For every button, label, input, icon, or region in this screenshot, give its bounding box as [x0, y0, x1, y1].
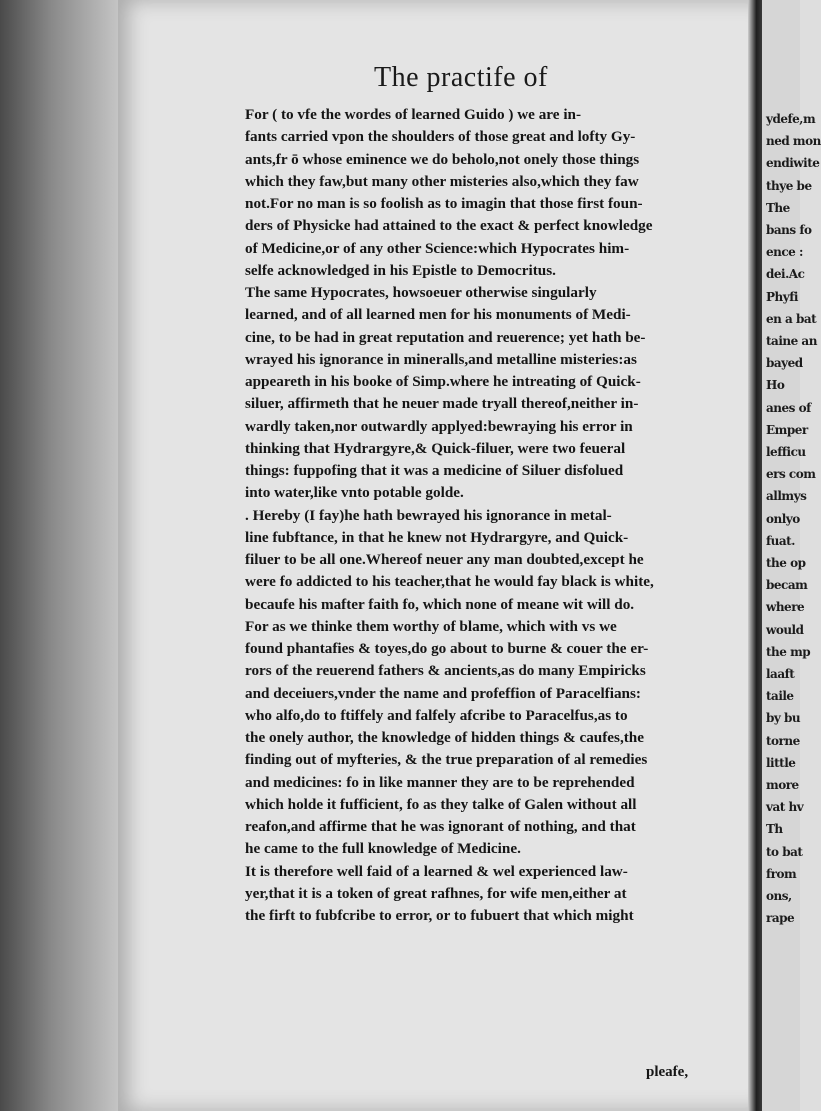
facing-page-fragment: rape — [766, 911, 795, 926]
text-line: For ( to vfe the wordes of learned Guido ) we are in- — [245, 106, 582, 123]
text-line: fants carried vpon the shoulders of those great and lofty Gy- — [245, 128, 636, 146]
text-line: wardly taken,nor outwardly applyed:bewraying his error in — [245, 417, 633, 435]
facing-page-fragment: allmys — [766, 489, 807, 504]
text-line: were fo addicted to his teacher,that he would fay black is white, — [245, 573, 654, 591]
facing-page-fragment: vat hv — [766, 800, 804, 815]
facing-page-fragment: little — [766, 755, 796, 770]
facing-page-fragment: Phyfi — [766, 289, 798, 304]
book-gutter — [748, 0, 762, 1111]
text-line: reafon,and affirme that he was ignorant of nothing, and that — [245, 818, 636, 835]
facing-page-fragment: ons, — [766, 889, 792, 903]
facing-page-fragment: bayed — [766, 356, 803, 371]
running-header: The practife of — [374, 62, 548, 93]
text-line: which they faw,but many other misteries also,which they faw — [245, 172, 639, 190]
facing-page-fragment: ydefe,m — [766, 112, 816, 126]
facing-page-fragment: Emper — [766, 422, 808, 437]
text-line: the onely author, the knowledge of hidden things & caufes,the — [245, 729, 644, 746]
text-line: ants,fr ō whose eminence we do beholo,not onely those things — [245, 150, 640, 168]
text-line: the firft to fubfcribe to error, or to fubuert that which might — [245, 907, 634, 924]
facing-page-fragment: to bat — [766, 844, 803, 859]
facing-page-fragment: by bu — [766, 711, 801, 726]
facing-page-fragment: ers com — [766, 467, 816, 482]
text-line: thinking that Hydrargyre,& Quick-filuer, were two feueral — [245, 439, 626, 457]
facing-page-fragment: torne — [766, 733, 800, 748]
text-line: wrayed his ignorance in mineralls,and metalline misteries:as — [245, 350, 637, 368]
facing-page-fragment: lefficu — [766, 445, 806, 459]
facing-page-fragment: the mp — [766, 644, 811, 659]
facing-page-fragment: becam — [766, 578, 808, 593]
facing-page-fragment: ned mon — [766, 134, 821, 149]
facing-page-fragment: fuat. — [766, 533, 795, 548]
text-line: The same Hypocrates, howsoeuer otherwise singularly — [245, 284, 597, 301]
facing-page-fragment: thye be — [766, 178, 812, 193]
text-line: and medicines: fo in like manner they are to be reprehended — [245, 773, 635, 791]
facing-page-fragment: taine an — [766, 334, 817, 348]
text-line: into water,like vnto potable golde. — [245, 484, 464, 502]
text-line: selfe acknowledged in his Epistle to Democritus. — [245, 261, 556, 279]
facing-page-fragment: more — [766, 778, 799, 792]
text-line: things: fuppofing that it was a medicine of Siluer disfolued — [245, 462, 624, 479]
facing-page-fragment: ence : — [766, 245, 803, 260]
book-edge-shadow — [0, 0, 130, 1111]
text-line: rors of the reuerend fathers & ancients,as do many Empiricks — [245, 662, 646, 680]
facing-page-fragment: the op — [766, 556, 806, 570]
facing-page-fragment: en a bat — [766, 311, 817, 326]
facing-page-fragment: where — [766, 600, 805, 615]
facing-page-fragment: onlyo — [766, 511, 800, 526]
facing-page-fragment: The — [766, 200, 790, 215]
text-line: ders of Physicke had attained to the exact & perfect knowledge — [245, 217, 653, 235]
text-line: filuer to be all one.Whereof neuer any man doubted,except he — [245, 551, 644, 568]
facing-page-fragment: taile — [766, 689, 794, 704]
facing-page-edge — [762, 0, 821, 1111]
text-line: . Hereby (I fay)he hath bewrayed his ignorance in metal- — [245, 506, 612, 524]
text-line: For as we thinke them worthy of blame, which with vs we — [245, 617, 617, 635]
text-line: not.For no man is so foolish as to imagin that those first foun- — [245, 195, 643, 212]
text-line: line fubftance, in that he knew not Hydrargyre, and Quick- — [245, 528, 629, 546]
catchword: pleafe, — [646, 1064, 689, 1080]
text-line: becaufe his mafter faith fo, which none of meane wit will do. — [245, 595, 635, 613]
text-line: learned, and of all learned men for his monuments of Medi- — [245, 306, 631, 324]
text-line: who alfo,do to ftiffely and falfely afcribe to Paracelfus,as to — [245, 706, 628, 724]
facing-page-fragment: would — [766, 622, 804, 637]
facing-page-fragment: from — [766, 866, 797, 881]
facing-page-fragment: Th — [766, 822, 783, 837]
text-line: siluer, affirmeth that he neuer made tryall thereof,neither in- — [245, 395, 639, 413]
text-line: which holde it fufficient, fo as they talke of Galen without all — [245, 795, 637, 813]
text-line: It is therefore well faid of a learned & wel experienced law- — [245, 862, 628, 880]
facing-page-fragment: bans fo — [766, 223, 812, 237]
text-line: cine, to be had in great reputation and reuerence; yet hath be- — [245, 328, 646, 346]
facing-page-fragment: dei.Ac — [766, 267, 805, 282]
facing-page-fragment: anes of — [766, 400, 811, 415]
facing-page-fragment: Ho — [766, 378, 785, 393]
text-line: found phantafies & toyes,do go about to burne & couer the er- — [245, 640, 649, 657]
body-text — [245, 104, 730, 927]
text-line: and deceiuers,vnder the name and profeffion of Paracelfians: — [245, 684, 641, 702]
facing-page-fragment: laaft — [766, 667, 795, 681]
text-line: yer,that it is a token of great rafhnes, for wife men,either at — [245, 884, 627, 902]
facing-page-fragment: endiwite — [766, 156, 820, 171]
text-line: finding out of myfteries, & the true preparation of al remedies — [245, 751, 648, 769]
text-line: appeareth in his booke of Simp.where he intreating of Quick- — [245, 373, 641, 390]
text-line: he came to the full knowledge of Medicine. — [245, 840, 521, 858]
text-line: of Medicine,or of any other Science:which Hypocrates him- — [245, 239, 630, 257]
